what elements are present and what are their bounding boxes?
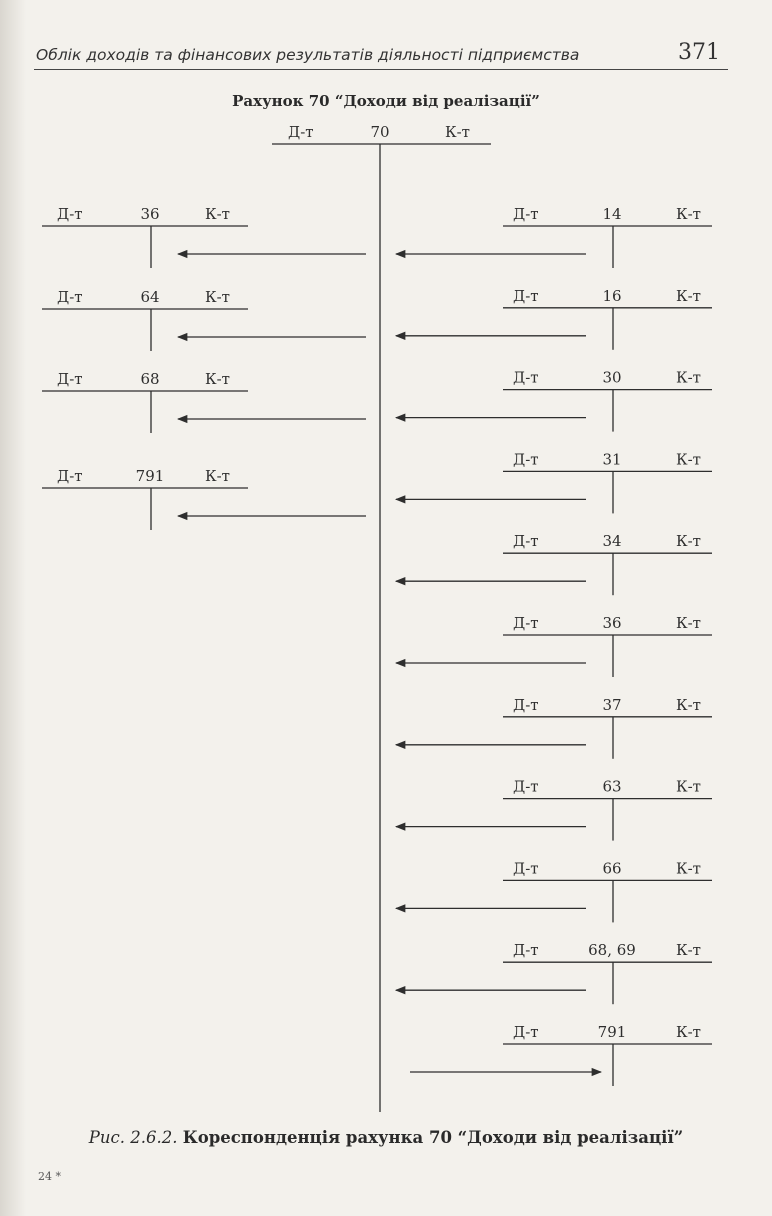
- t-account-debit-label: Д-т: [513, 368, 539, 387]
- left-t-account: [42, 205, 366, 268]
- right-t-account: [396, 614, 712, 677]
- t-account-debit-label: Д-т: [57, 288, 83, 306]
- figure-caption: [0, 1128, 772, 1147]
- t-account-debit-label: Д-т: [513, 777, 539, 796]
- right-t-account: [396, 941, 712, 1004]
- t-account-number: 66: [602, 859, 622, 878]
- t-account-number: 68, 69: [588, 941, 636, 960]
- t-account-debit-label: Д-т: [57, 205, 83, 223]
- t-account-credit-label: К-т: [676, 859, 701, 878]
- left-t-account: [42, 288, 366, 351]
- right-t-account: [396, 287, 712, 350]
- right-t-account: [396, 778, 712, 841]
- t-account-number: 791: [135, 467, 165, 485]
- t-account-credit-label: К-т: [676, 1023, 701, 1041]
- left-accounts-group: [42, 205, 366, 530]
- t-account-debit-label: Д-т: [513, 1023, 539, 1041]
- t-account-credit-label: К-т: [676, 450, 701, 469]
- t-account-credit-label: К-т: [205, 288, 230, 306]
- t-account-number: 37: [602, 695, 622, 714]
- signature-mark: 24 *: [38, 1170, 61, 1183]
- t-account-debit-label: Д-т: [57, 370, 83, 388]
- right-t-account: [396, 696, 712, 759]
- t-account-number: 31: [602, 450, 622, 469]
- right-t-account: [396, 532, 712, 595]
- t-account-credit-label: К-т: [676, 614, 701, 632]
- t-account-debit-label: Д-т: [57, 467, 83, 485]
- t-account-number: 36: [140, 205, 160, 223]
- t-account-debit-label: Д-т: [513, 286, 539, 305]
- t-account-number: 64: [140, 288, 160, 306]
- central-credit-label: К-т: [445, 123, 470, 141]
- t-account-number: 63: [602, 777, 622, 796]
- t-account-debit-label: Д-т: [513, 941, 539, 960]
- t-account-credit-label: К-т: [676, 205, 701, 223]
- left-t-account: [42, 370, 366, 433]
- t-account-credit-label: К-т: [205, 467, 230, 485]
- central-account-number: 70: [370, 123, 390, 141]
- t-account-credit-label: К-т: [676, 695, 701, 714]
- t-account-credit-label: К-т: [205, 370, 230, 388]
- running-header: Облік доходів та фінансових результатів діяльності підприємства: [36, 46, 580, 64]
- central-t-account: [272, 123, 491, 1112]
- caption-label: Рис. 2.6.2.: [88, 1128, 178, 1147]
- left-t-account: [42, 467, 366, 530]
- t-account-number: 791: [597, 1023, 627, 1041]
- right-t-account: [396, 205, 712, 268]
- t-account-number: 68: [140, 370, 160, 388]
- central-debit-label: Д-т: [288, 123, 314, 141]
- right-accounts-group: [396, 205, 712, 1086]
- right-t-account: [396, 369, 712, 432]
- t-account-number: 16: [602, 286, 622, 305]
- t-account-credit-label: К-т: [205, 205, 230, 223]
- t-account-number: 30: [602, 368, 622, 387]
- t-account-debit-label: Д-т: [513, 614, 539, 632]
- caption-text: Кореспонденція рахунка 70 “Доходи від реалізації”: [182, 1128, 684, 1147]
- t-account-debit-label: Д-т: [513, 695, 539, 714]
- t-account-debit-label: Д-т: [513, 205, 539, 223]
- t-account-debit-label: Д-т: [513, 450, 539, 469]
- t-account-debit-label: Д-т: [513, 532, 539, 551]
- t-account-credit-label: К-т: [676, 532, 701, 551]
- t-account-credit-label: К-т: [676, 941, 701, 960]
- right-t-account: [396, 859, 712, 922]
- t-account-number: 14: [602, 205, 622, 223]
- t-account-credit-label: К-т: [676, 777, 701, 796]
- t-account-credit-label: К-т: [676, 368, 701, 387]
- t-account-number: 34: [602, 532, 622, 551]
- t-account-debit-label: Д-т: [513, 859, 539, 878]
- t-account-credit-label: К-т: [676, 286, 701, 305]
- right-t-account: [410, 1023, 712, 1086]
- t-account-number: 36: [602, 614, 622, 632]
- diagram-title: Рахунок 70 “Доходи від реалізації”: [232, 92, 540, 110]
- right-t-account: [396, 450, 712, 513]
- page-number: 371: [678, 40, 720, 65]
